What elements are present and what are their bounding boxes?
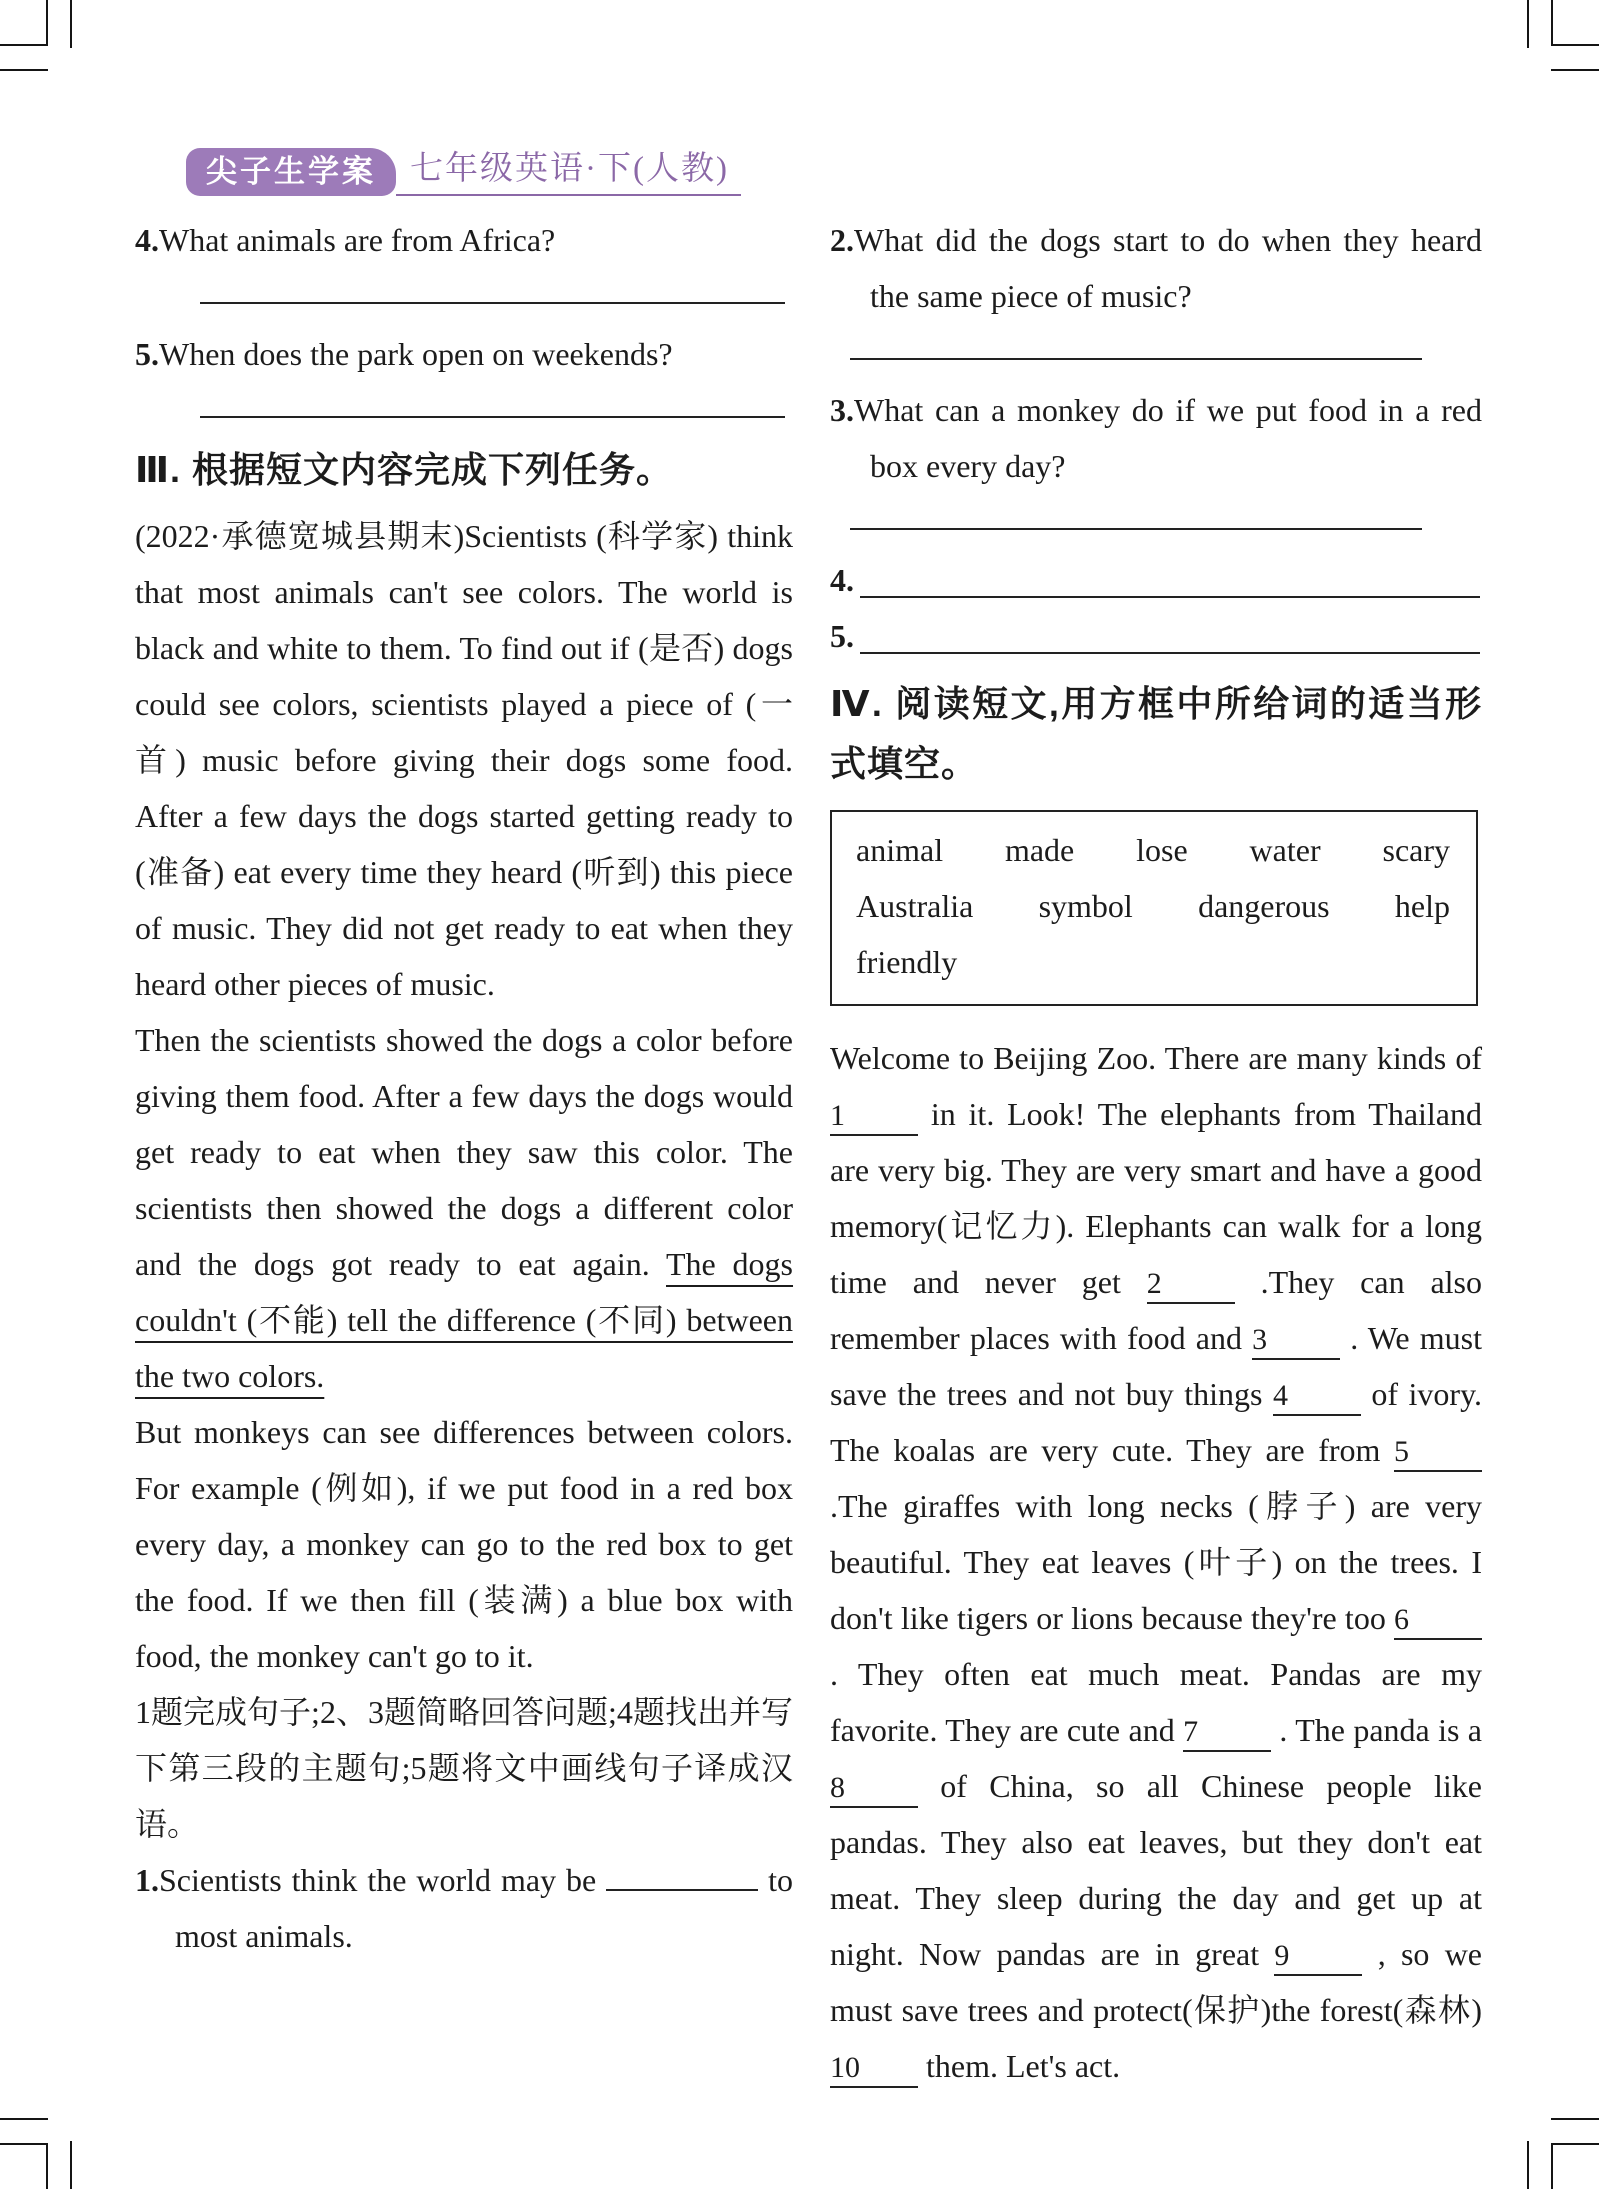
crop-mark <box>1551 2118 1599 2120</box>
crop-mark <box>1551 0 1553 46</box>
crop-mark <box>0 2143 47 2145</box>
answer-item-5-number: 5. <box>830 618 854 654</box>
answer-line-item5[interactable] <box>860 612 1480 654</box>
underlined-sentence: The dogs couldn't (不能) tell the difference (不同) between the two colors. <box>135 1246 794 1394</box>
section-3-heading: Ⅲ. 根据短文内容完成下列任务。 <box>135 449 674 490</box>
paragraph-2-text: Then the scientists showed the dogs a color before giving them food. After a few days the dogs would get ready to eat when they saw this color. The scientists then showed the dogs a different color and the dogs got ready to eat again. <box>135 1022 793 1282</box>
fill-in-blank[interactable]: 10 <box>830 2051 918 2088</box>
question-2-number: 2. <box>830 222 854 258</box>
crop-mark <box>46 2143 48 2189</box>
task-item-1-text: Scientists think the world may be to most animals. <box>159 1862 794 1954</box>
fill-in-blank[interactable]: 5 <box>1394 1435 1482 1472</box>
word-bank-row: animal made lose water scary <box>856 832 1450 868</box>
crop-mark <box>1552 2143 1599 2145</box>
crop-mark <box>1551 69 1599 71</box>
word-bank-row: friendly <box>856 944 958 980</box>
edition-subtitle: 七年级英语·下(人教) <box>396 149 741 196</box>
fill-in-blank[interactable]: 8 <box>830 1771 918 1808</box>
question-5-text: When does the park open on weekends? <box>159 336 673 372</box>
question-2-text: What did the dogs start to do when they heard the same piece of music? <box>854 222 1482 314</box>
fill-in-blank[interactable]: 6 <box>1394 1603 1482 1640</box>
page-header <box>186 148 741 196</box>
crop-mark <box>70 0 72 48</box>
task-instructions: 1题完成句子;2、3题简略回答问题;4题找出并写下第三段的主题句;5题将文中画线句子译成汉语。 <box>135 1694 793 1842</box>
answer-item-5 <box>830 608 1482 664</box>
word-bank-row: Australia symbol dangerous help <box>856 888 1450 924</box>
fill-in-blank[interactable]: 7 <box>1183 1715 1271 1752</box>
answer-line-q3[interactable] <box>850 528 1422 530</box>
crop-mark <box>70 2141 72 2189</box>
fill-in-blank[interactable] <box>606 1889 758 1891</box>
fill-in-blank[interactable]: 4 <box>1273 1379 1361 1416</box>
question-3-number: 3. <box>830 392 854 428</box>
question-4 <box>135 212 793 268</box>
task-item-1-number: 1. <box>135 1862 159 1898</box>
answer-item-4 <box>830 552 1482 608</box>
crop-mark <box>0 2118 48 2120</box>
brand-badge: 尖子生学案 <box>186 148 396 196</box>
question-3 <box>830 382 1482 494</box>
crop-mark <box>0 69 48 71</box>
task-item-1 <box>135 1852 793 1964</box>
crop-mark <box>1527 0 1529 48</box>
reading-paragraph-1: (2022·承德宽城县期末)Scientists (科学家) think that most animals can't see colors. The world is black and white to them. To find out if (是否) dogs could see colors, scientists played a piece of (一首) music before giving their dogs some food. After a few days the dogs started getting ready to (准备) eat every time they heard (听到) this piece of music. They did not get ready to eat when they heard other pieces of music. <box>135 518 793 1002</box>
fill-in-blank[interactable]: 1 <box>830 1099 918 1136</box>
question-4-text: What animals are from Africa? <box>159 222 556 258</box>
fill-in-blank[interactable]: 9 <box>1274 1939 1362 1976</box>
reading-paragraph-3: But monkeys can see differences between colors. For example (例如), if we put food in a red box every day, a monkey can go to the red box to get the food. If we then fill (装满) a blue box with food, the monkey can't go to it. <box>135 1414 793 1674</box>
question-4-number: 4. <box>135 222 159 258</box>
word-bank-box <box>830 810 1478 1006</box>
question-5 <box>135 326 793 382</box>
crop-mark <box>1551 2143 1553 2189</box>
left-column <box>135 212 793 1964</box>
reading-paragraph-2 <box>135 1012 793 1404</box>
right-column <box>830 212 1482 2094</box>
crop-mark <box>46 0 48 46</box>
section-4-heading: Ⅳ. 阅读短文,用方框中所给词的适当形式填空。 <box>830 683 1482 784</box>
crop-mark <box>0 44 47 46</box>
cloze-passage: Welcome to Beijing Zoo. There are many kinds of 1 in it. Look! The elephants from Thailand are very big. They are very smart and have a good memory(记忆力). Elephants can walk for a long time and never get 2 .They can also remember places with food and 3 . We must save the trees and not buy things 4 of ivory. The koalas are very cute. They are from 5 .The giraffes with long necks (脖子) are very beautiful. They eat leaves (叶子) on the trees. I don't like tigers or lions because they're too 6 . They often eat much meat. Pandas are my favorite. They are cute and 7 . The panda is a 8 of China, so all Chinese people like pandas. They also eat leaves, but they don't eat meat. They sleep during the day and get up at night. Now pandas are in great 9 , so we must save trees and protect(保护)the forest(森林) 10 them. Let's act. <box>830 1030 1482 2094</box>
question-2 <box>830 212 1482 324</box>
fill-in-blank[interactable]: 2 <box>1147 1267 1235 1304</box>
fill-in-blank[interactable]: 3 <box>1252 1323 1340 1360</box>
question-5-number: 5. <box>135 336 159 372</box>
answer-line-q4[interactable] <box>200 302 785 304</box>
question-3-text: What can a monkey do if we put food in a red box every day? <box>854 392 1482 484</box>
crop-mark <box>1527 2141 1529 2189</box>
answer-line-q2[interactable] <box>850 358 1422 360</box>
answer-line-q5[interactable] <box>200 416 785 418</box>
crop-mark <box>1552 44 1599 46</box>
answer-line-item4[interactable] <box>860 556 1480 598</box>
answer-item-4-number: 4. <box>830 562 854 598</box>
